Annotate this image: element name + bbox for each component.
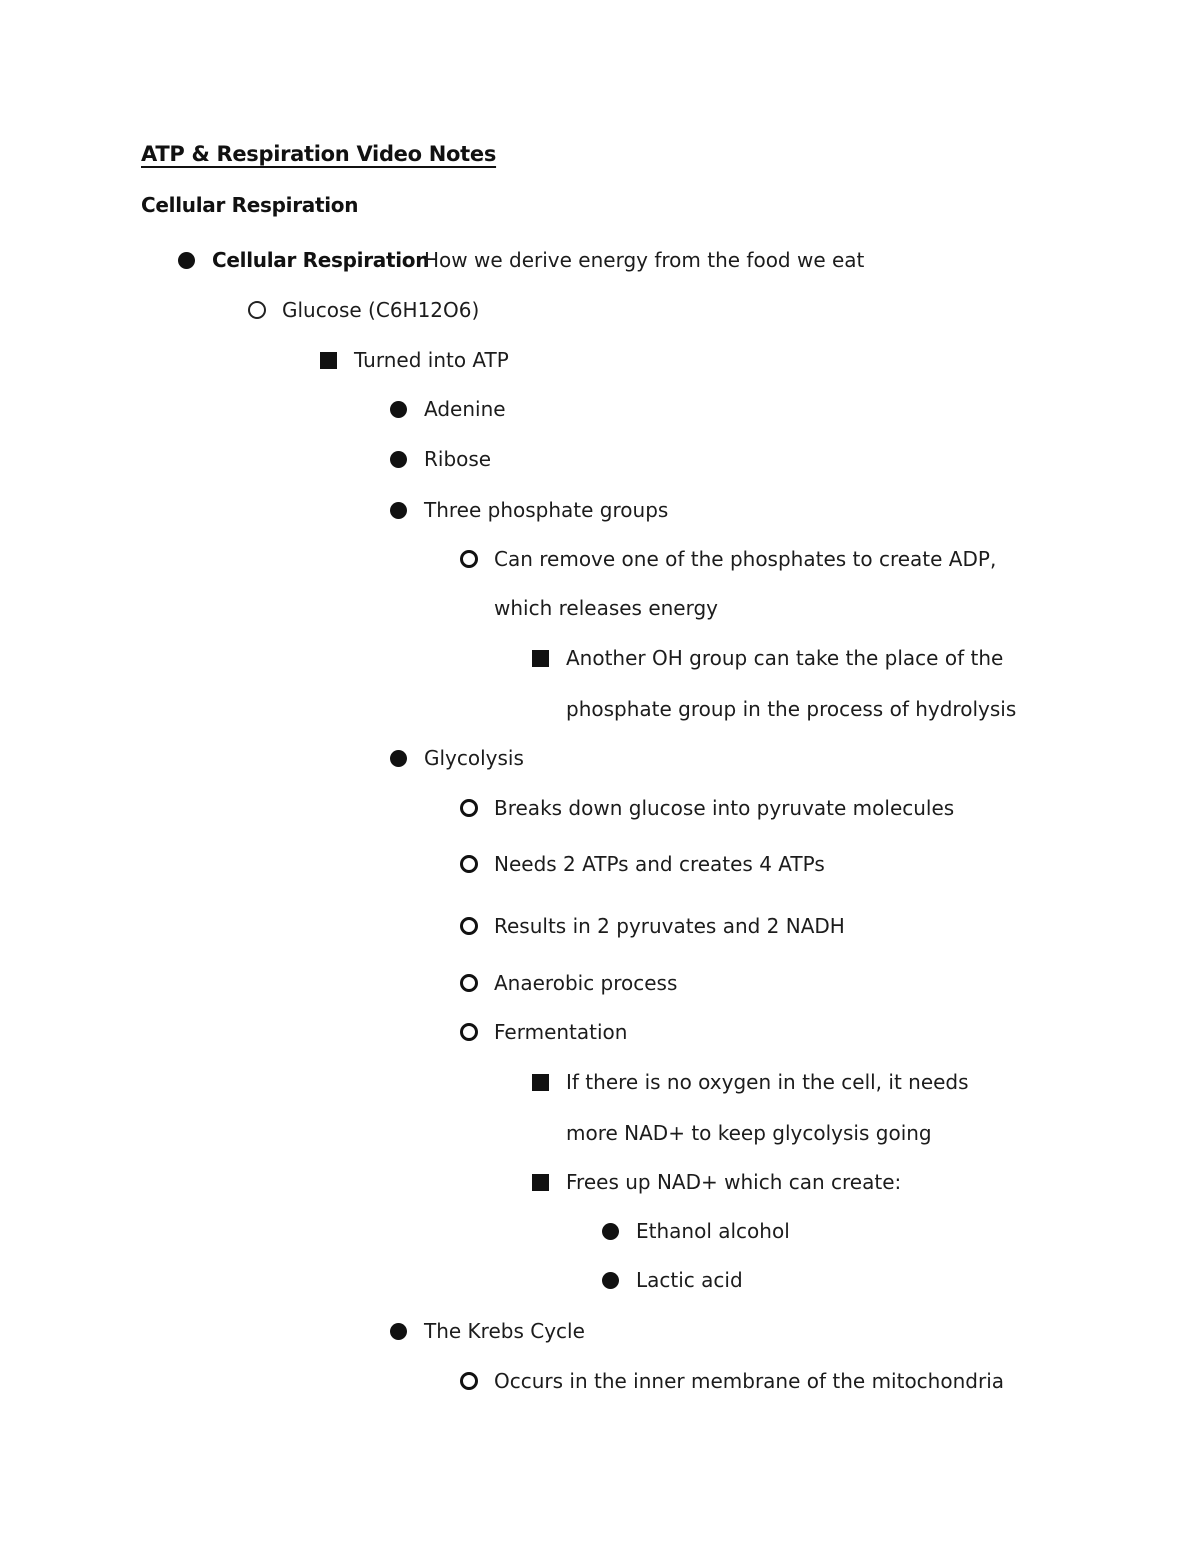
item-term: Cellular Respiration (212, 248, 430, 272)
item-text: Needs 2 ATPs and creates 4 ATPs (494, 852, 825, 876)
item-text: Ribose (424, 447, 492, 471)
circle-bullet-icon (460, 550, 478, 568)
item-text: Occurs in the inner membrane of the mitochondria (494, 1369, 1004, 1393)
circle-bullet-icon (460, 1372, 478, 1390)
item-text: Adenine (424, 397, 506, 421)
disc-bullet-icon (602, 1223, 619, 1240)
square-bullet-icon (532, 1074, 549, 1091)
item-text: The Krebs Cycle (424, 1319, 585, 1343)
item-text: Frees up NAD+ which can create: (566, 1170, 902, 1194)
item-text: Ethanol alcohol (636, 1219, 790, 1243)
item-text: Three phosphate groups (424, 498, 669, 522)
square-bullet-icon (532, 650, 549, 667)
section-heading: Cellular Respiration (141, 193, 359, 217)
circle-bullet-icon (460, 1023, 478, 1041)
square-bullet-icon (320, 352, 337, 369)
item-text: Fermentation (494, 1020, 628, 1044)
disc-bullet-icon (390, 401, 407, 418)
item-text: Turned into ATP (354, 348, 509, 372)
item-text: Another OH group can take the place of the (566, 646, 1004, 670)
item-text-continuation: which releases energy (494, 596, 719, 620)
circle-bullet-icon (460, 799, 478, 817)
disc-bullet-icon (390, 451, 407, 468)
item-text-continuation: phosphate group in the process of hydrolysis (566, 697, 1017, 721)
item-text: Lactic acid (636, 1268, 743, 1292)
item-text-continuation: more NAD+ to keep glycolysis going (566, 1121, 932, 1145)
circle-bullet-icon (460, 974, 478, 992)
item-text: Can remove one of the phosphates to create ADP, (494, 547, 997, 571)
square-bullet-icon (532, 1174, 549, 1191)
disc-bullet-icon (390, 502, 407, 519)
disc-bullet-icon (390, 1323, 407, 1340)
circle-bullet-icon (460, 917, 478, 935)
item-text: Anaerobic process (494, 971, 678, 995)
disc-bullet-icon (390, 750, 407, 767)
circle-bullet-icon (248, 301, 266, 319)
item-text: If there is no oxygen in the cell, it needs (566, 1070, 969, 1094)
disc-bullet-icon (602, 1272, 619, 1289)
item-definition: How we derive energy from the food we eat (424, 248, 865, 272)
item-text: Results in 2 pyruvates and 2 NADH (494, 914, 845, 938)
item-text: Glucose (C6H12O6) (282, 298, 480, 322)
disc-bullet-icon (178, 252, 195, 269)
item-text: Glycolysis (424, 746, 524, 770)
page-title: ATP & Respiration Video Notes (141, 142, 497, 166)
item-text: Breaks down glucose into pyruvate molecules (494, 796, 955, 820)
circle-bullet-icon (460, 855, 478, 873)
